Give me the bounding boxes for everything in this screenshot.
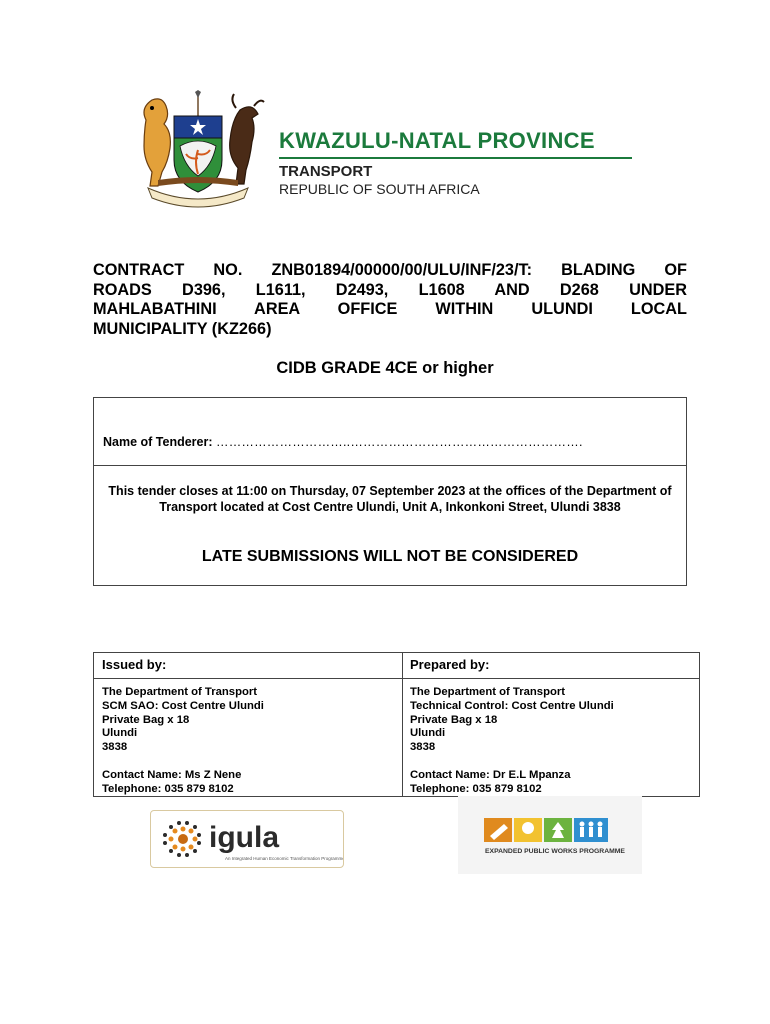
igula-tagline: An Integrated Human Economic Transformation Programme [225, 856, 343, 861]
address-line: Private Bag x 18 [102, 713, 190, 726]
issued-by-heading: Issued by: [102, 657, 167, 672]
address-line: Ulundi [102, 727, 138, 740]
igula-logo [150, 810, 344, 868]
address-line: Technical Control: Cost Centre Ulundi [410, 699, 614, 712]
tender-info-box [93, 397, 687, 586]
epwp-logo-mark [458, 796, 642, 874]
header-divider [279, 157, 632, 159]
contract-title-line: MAHLABATHINI AREA OFFICE WITHIN ULUNDI LOCAL [93, 300, 687, 318]
address-line: 3838 [410, 741, 436, 754]
contract-title-line: MUNICIPALITY (KZ266) [93, 319, 272, 338]
late-submission-notice: LATE SUBMISSIONS WILL NOT BE CONSIDERED [201, 548, 579, 565]
issued-by-contact [102, 769, 241, 797]
tenderer-blank-line: …………………………..………………………………………………. [216, 435, 583, 449]
table-header-divider [94, 678, 699, 679]
issued-by-address [102, 686, 264, 755]
contract-title [93, 261, 687, 339]
province-name: KWAZULU-NATAL PROVINCE [279, 128, 595, 153]
telephone: Telephone: 035 879 8102 [102, 782, 234, 795]
address-line: 3838 [102, 741, 128, 754]
box-divider [94, 465, 686, 466]
contact-name: Contact Name: Dr E.L Mpanza [410, 769, 571, 781]
igula-wordmark: igula [209, 821, 280, 854]
table-column-divider [402, 653, 403, 796]
country-name: REPUBLIC OF SOUTH AFRICA [279, 181, 480, 197]
address-line: Private Bag x 18 [410, 713, 498, 726]
contact-name: Contact Name: Ms Z Nene [102, 769, 242, 781]
prepared-by-heading: Prepared by: [410, 657, 490, 672]
address-line: The Department of Transport [410, 686, 566, 698]
epwp-wordmark: EXPANDED PUBLIC WORKS PROGRAMME [485, 848, 625, 855]
address-line: Ulundi [410, 727, 446, 740]
cidb-grade: CIDB GRADE 4CE or higher [276, 359, 494, 377]
tenderer-name-field[interactable] [103, 435, 583, 449]
epwp-logo [458, 796, 642, 874]
contract-title-line: CONTRACT NO. ZNB01894/00000/00/ULU/INF/23/T: BLADING OF [93, 261, 687, 279]
igula-logo-mark [151, 811, 343, 867]
prepared-by-address [410, 686, 614, 755]
tenderer-label: Name of Tenderer: [103, 435, 213, 449]
kzn-coat-of-arms [128, 90, 268, 210]
contract-title-line: ROADS D396, L1611, D2493, L1608 AND D268 UNDER [93, 280, 687, 299]
closing-notice: This tender closes at 11:00 on Thursday, 07 September 2023 at the offices of the Department of Transport located at Cost Centre Ulundi, Unit A, Inkonkoni Street, Ulundi 3838 [108, 484, 672, 514]
telephone: Telephone: 035 879 8102 [410, 782, 542, 795]
address-line: SCM SAO: Cost Centre Ulundi [102, 699, 264, 712]
contact-table [93, 652, 700, 797]
department-name: TRANSPORT [279, 163, 373, 180]
address-line: The Department of Transport [102, 686, 258, 698]
prepared-by-contact [410, 769, 570, 797]
